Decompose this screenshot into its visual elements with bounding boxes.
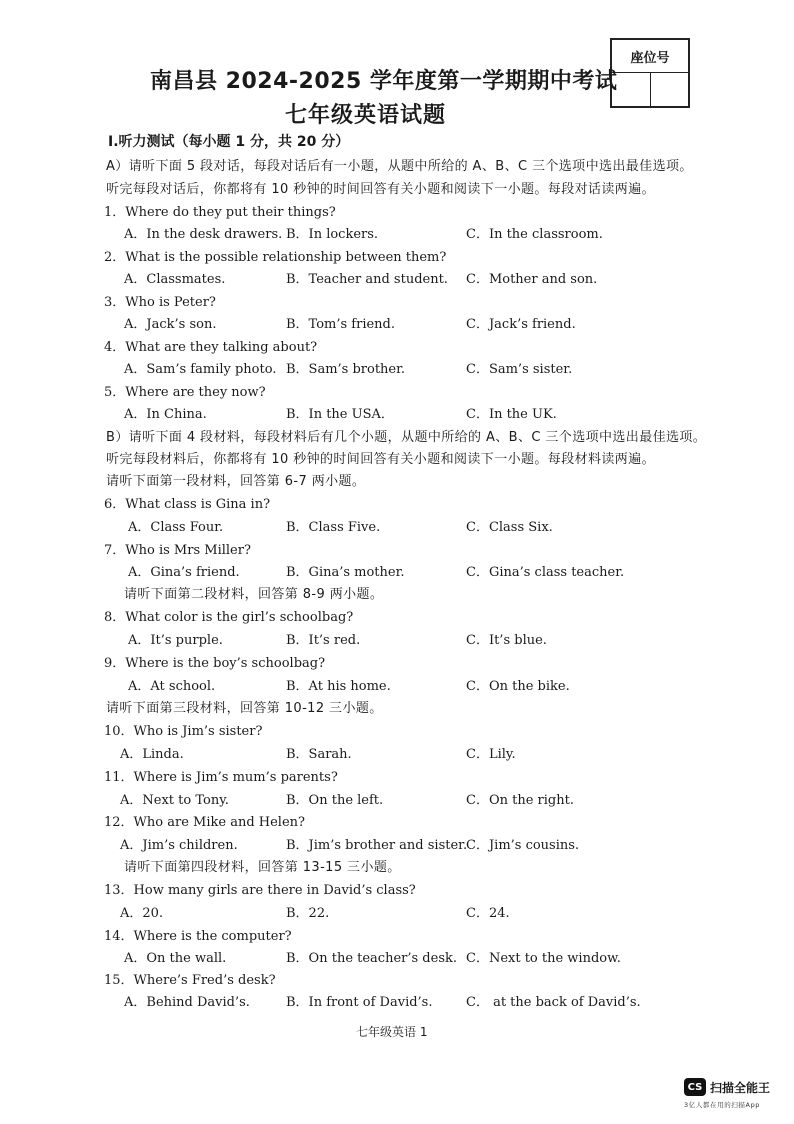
option-a: A．Next to Tony.: [120, 793, 229, 808]
question: [104, 246, 446, 265]
seat-cell: [612, 73, 650, 107]
question-number: 7．: [104, 543, 126, 558]
seat-number-label: 座位号: [612, 40, 688, 73]
option-a: A．At school.: [128, 679, 216, 694]
question-number: 3．: [104, 295, 126, 310]
option-b: B．Teacher and student.: [286, 272, 448, 287]
question-text: Where is the boy’s schoolbag?: [125, 656, 326, 671]
option-c: C．On the right.: [466, 793, 574, 808]
option-b: B．On the left.: [286, 793, 384, 808]
page-footer: 七年级英语 1: [356, 1025, 428, 1039]
section-heading: Ⅰ.听力测试（每小题 1 分，共 20 分）: [108, 134, 350, 150]
option-c: C．Jim’s cousins.: [466, 838, 580, 853]
question-text: What class is Gina in?: [125, 497, 271, 512]
option-c: C．Mother and son.: [466, 272, 598, 287]
option-b: B．Jim’s brother and sister.: [286, 838, 468, 853]
watermark-app-name: 扫描全能王: [710, 1080, 771, 1095]
passage-instruction: 请听下面第二段材料，回答第 8-9 两小题。: [124, 587, 384, 602]
option-c: C．Jack’s friend.: [466, 317, 576, 332]
question-number: 5．: [104, 385, 126, 400]
camscanner-logo-icon: CS: [684, 1078, 706, 1096]
question-number: 6．: [104, 497, 126, 512]
option-b: B．Sam’s brother.: [286, 362, 406, 377]
option-b: B．Sarah.: [286, 747, 352, 762]
option-c: C．On the bike.: [466, 679, 570, 694]
option-b: B．On the teacher’s desk.: [286, 951, 457, 966]
seat-number-cells: [612, 73, 688, 107]
option-a: A．In China.: [124, 407, 207, 422]
seat-cell: [650, 73, 689, 107]
passage-instruction: 请听下面第一段材料，回答第 6-7 两小题。: [106, 474, 366, 489]
option-a: A．It’s purple.: [128, 633, 223, 648]
question-text: Who is Mrs Miller?: [125, 543, 251, 558]
option-b: B．In lockers.: [286, 227, 379, 242]
option-a: A．Sam’s family photo.: [124, 362, 277, 377]
exam-subtitle: 七年级英语试题: [285, 103, 447, 128]
question-number: 8．: [104, 610, 126, 625]
passage-instruction: 请听下面第四段材料，回答第 13-15 三小题。: [124, 860, 401, 875]
question: [104, 539, 251, 558]
question: [104, 879, 416, 898]
option-a: A．Class Four.: [128, 520, 224, 535]
part-a-instruction: 听完每段对话后，你都将有 10 秒钟的时间回答有关小题和阅读下一小题。每段对话读两遍。: [106, 182, 656, 197]
question: [104, 811, 305, 830]
question-number: 10．: [104, 724, 134, 739]
part-b-instruction: B）请听下面 4 段材料，每段材料后有几个小题，从题中所给的 A、B、C 三个选项中选出最佳选项。: [106, 430, 707, 445]
seat-number-box: [610, 38, 690, 108]
passage-instruction: 请听下面第三段材料，回答第 10-12 三小题。: [106, 701, 383, 716]
option-c: C．Class Six.: [466, 520, 553, 535]
option-a: A．Linda.: [120, 747, 184, 762]
question-text: What color is the girl’s schoolbag?: [125, 610, 354, 625]
exam-title: 南昌县 2024-2025 学年度第一学期期中考试: [150, 69, 618, 94]
option-a: A．20.: [120, 906, 164, 921]
option-c: C．In the UK.: [466, 407, 557, 422]
option-c: C．Next to the window.: [466, 951, 621, 966]
question-number: 13．: [104, 883, 134, 898]
question-number: 2．: [104, 250, 126, 265]
question-text: Where is Jim’s mum’s parents?: [133, 770, 338, 785]
question-number: 1．: [104, 205, 126, 220]
question-text: Where are they now?: [125, 385, 266, 400]
question-text: Where is the computer?: [133, 929, 292, 944]
option-b: B．In the USA．: [286, 407, 394, 422]
question-text: What is the possible relationship between them?: [125, 250, 447, 265]
option-c: C．In the classroom.: [466, 227, 603, 242]
option-a: A．Jack’s son.: [124, 317, 217, 332]
question: [104, 766, 338, 785]
option-a: A．Gina’s friend.: [128, 565, 240, 580]
option-c: C． at the back of David’s.: [466, 995, 641, 1010]
option-b: B．In front of David’s.: [286, 995, 433, 1010]
question: [104, 291, 216, 310]
question: [104, 381, 266, 400]
question: [104, 606, 353, 625]
option-a: A．On the wall.: [124, 951, 227, 966]
question: [104, 925, 292, 944]
question-number: 14．: [104, 929, 134, 944]
option-b: B．At his home.: [286, 679, 391, 694]
part-b-instruction: 听完每段材料后，你都将有 10 秒钟的时间回答有关小题和阅读下一小题。每段材料读两遍。: [106, 452, 656, 467]
question-text: Who is Peter?: [125, 295, 216, 310]
option-b: B．Gina’s mother.: [286, 565, 405, 580]
option-c: C．24.: [466, 906, 510, 921]
option-c: C．Lily.: [466, 747, 516, 762]
question-text: Where’s Fred’s desk?: [133, 973, 276, 988]
question: [104, 201, 336, 220]
question-text: Who are Mike and Helen?: [133, 815, 306, 830]
option-a: A．In the desk drawers.: [124, 227, 283, 242]
option-c: C．Sam’s sister.: [466, 362, 573, 377]
question: [104, 969, 276, 988]
question-text: Where do they put their things?: [125, 205, 336, 220]
question-text: How many girls are there in David’s class?: [133, 883, 416, 898]
question-number: 12．: [104, 815, 134, 830]
option-a: A．Classmates.: [124, 272, 226, 287]
question-number: 11．: [104, 770, 134, 785]
watermark-tagline: 3亿人都在用的扫描App: [684, 1101, 761, 1109]
option-b: B．Tom’s friend.: [286, 317, 396, 332]
question: [104, 493, 270, 512]
option-b: B．22.: [286, 906, 330, 921]
question-number: 9．: [104, 656, 126, 671]
question: [104, 652, 325, 671]
option-c: C．It’s blue.: [466, 633, 547, 648]
question-number: 15．: [104, 973, 134, 988]
question-text: Who is Jim’s sister?: [133, 724, 263, 739]
part-a-instruction: A）请听下面 5 段对话，每段对话后有一小题，从题中所给的 A、B、C 三个选项中选出最佳选项。: [106, 159, 693, 174]
option-c: C．Gina’s class teacher.: [466, 565, 625, 580]
option-a: A．Jim’s children.: [120, 838, 238, 853]
option-a: A．Behind David’s.: [124, 995, 250, 1010]
option-b: B．Class Five.: [286, 520, 381, 535]
camscanner-watermark: [684, 1078, 770, 1096]
question-text: What are they talking about?: [125, 340, 318, 355]
question-number: 4．: [104, 340, 126, 355]
option-b: B．It’s red.: [286, 633, 361, 648]
question: [104, 336, 317, 355]
question: [104, 720, 262, 739]
